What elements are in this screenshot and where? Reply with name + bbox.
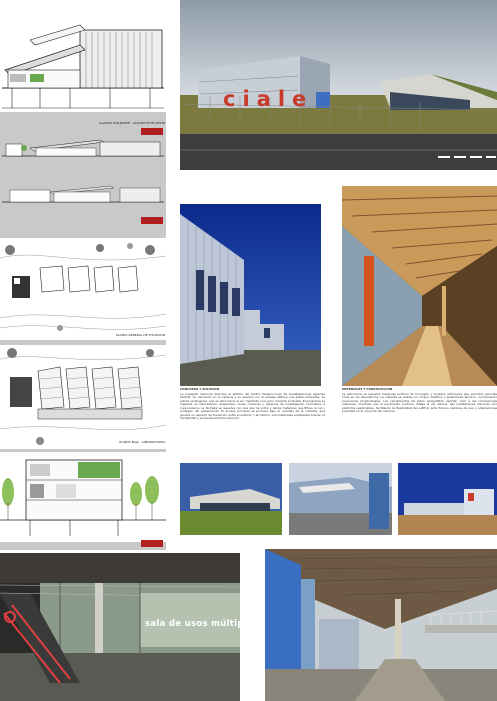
corridor-photo — [342, 186, 497, 386]
body-text: La estructura se resuelve mediante pórticos de hormigón y forjados reticulares que permiten grandes luces en los laboratorios. La cubierta se realiza con chapa metálica y aislamiento térmico, incorporando lucernarios longitudinales. Los cerramientos de vidrio serigrafiado aportan color a las circulaciones interiores, mientras que el pavimento continuo refleja la luz natural. Las instalaciones discurren por patinillos registrables, facilitando la flexibilidad del edificio ante futuros cambios de uso y ampliaciones previstas en el conjunto del campus. — [342, 391, 497, 413]
cross-section-drawing — [0, 452, 166, 542]
floor-plan-drawing — [0, 345, 166, 449]
description-text-left — [180, 388, 325, 460]
site-plan-drawing — [0, 238, 166, 340]
exterior-photo-small-3 — [398, 463, 497, 535]
description-text-right — [342, 388, 497, 460]
exterior-photo — [180, 0, 497, 170]
section-label: CONCURSO Y SOLUCIÓN — [180, 388, 220, 391]
logo-mark — [141, 540, 163, 547]
site-plan-caption: PLANTA GENERAL DE SITUACIÓN — [115, 333, 165, 337]
exterior-photo-small-1 — [180, 463, 282, 535]
plan-caption: PLANTA BAJA · LABORATORIOS — [119, 440, 165, 444]
elevation-drawing — [0, 0, 166, 112]
gallery-photo — [265, 549, 497, 701]
room-sign: sala de usos múltiples — [145, 619, 259, 629]
section-label: MATERIALES Y CONSTRUCCIÓN — [342, 388, 393, 391]
building-sign: ciale — [223, 87, 314, 111]
facade-photo — [180, 204, 321, 386]
body-text: La presente memoria describe el edificio del Centro Hispano-Luso de Investigaciones Agrarias (CIALE). Su ubicación en el campus y su relación con el paisaje definen una pieza compacta, de planta rectangular, que se abre hacia el sur mediante una gran cubierta inclinada. El programa se organiza en laboratorios, despachos, zonas comunes y espacios de investigación vinculados a invernaderos. La fachada se resuelve con una piel de vidrio y lamas metálicas que filtran la luz y protegen del soleamiento. El acceso principal se produce bajo el voladizo de la cubierta, que genera un espacio de transición entre el exterior y el interior. Los materiales empleados buscan la durabilidad y el mantenimiento reducido. — [180, 391, 325, 420]
elevation-caption: ALZADO SUR-NORTE · ALZADO ESTE-OESTE — [99, 121, 165, 125]
logo-mark — [141, 217, 163, 224]
exterior-photo-small-2 — [289, 463, 392, 535]
long-elevation-drawing — [0, 178, 166, 210]
